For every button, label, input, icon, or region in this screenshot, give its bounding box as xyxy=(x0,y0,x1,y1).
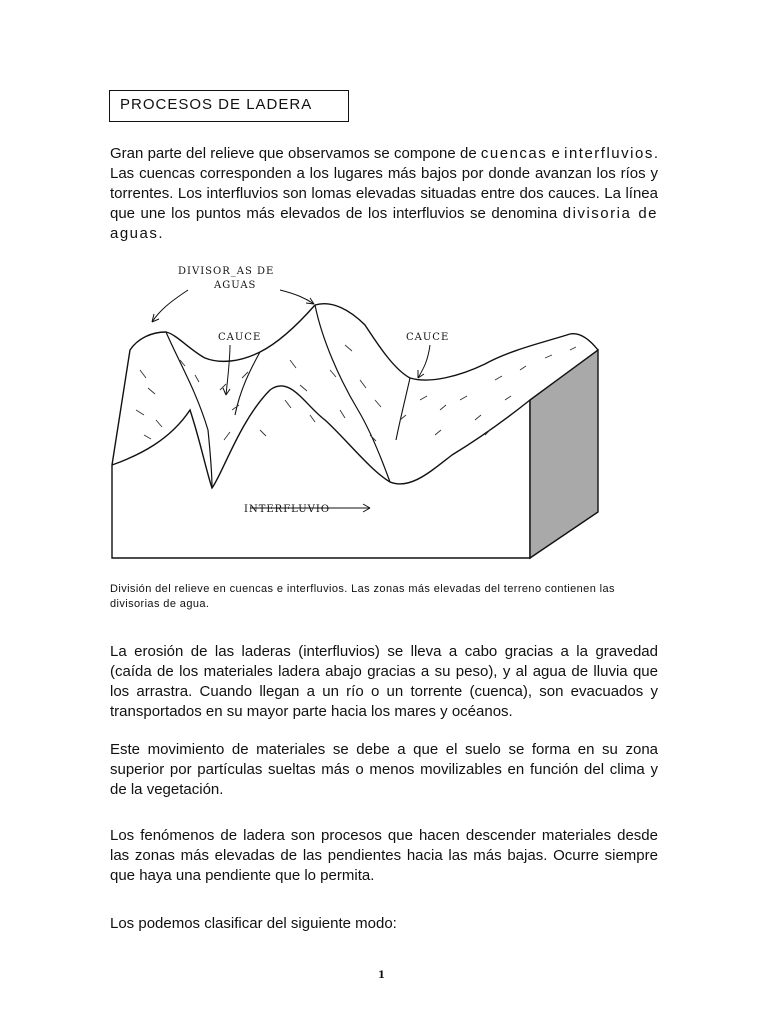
term-divisoria: divisoria de aguas xyxy=(110,205,658,242)
intro-text-3: . Las cuencas corresponden a los lugares más bajos por donde avanzan los ríos y torrentes. Los interfluvios son lomas elevadas situadas entre dos cauces. La línea que une los puntos más elevados de los interfluvios se denomina xyxy=(110,145,658,222)
label-divisorias-line1: DIVISOR_AS DE xyxy=(178,266,275,277)
intro-text-1: Gran parte del relieve que observamos se compone de xyxy=(110,145,481,162)
label-interfluvio: INTERFLUVIO xyxy=(244,504,331,515)
intro-paragraph xyxy=(110,144,658,244)
erosion-paragraph: La erosión de las laderas (interfluvios) se lleva a cabo gracias a la gravedad (caída de los materiales ladera abajo gracias a su peso), y al agua de lluvia que los arrastra. Cuando llegan a un río o un torrente (cuenca), son evacuados y transportados en su mayor parte hacia los mares y océanos. xyxy=(110,643,658,720)
term-interfluvios: interfluvios xyxy=(564,145,654,162)
block-front-face xyxy=(112,400,530,558)
valley-line-right xyxy=(396,378,410,440)
label-divisorias-line2: AGUAS xyxy=(214,280,257,291)
term-cuencas: cuencas xyxy=(480,145,548,162)
label-cauce-left: CAUCE xyxy=(218,332,262,343)
label-cauce-right: CAUCE xyxy=(406,332,450,343)
block-side-face xyxy=(530,350,598,558)
intro-text-4: . xyxy=(158,225,163,242)
figure-caption: División del relieve en cuencas e interfluvios. Las zonas más elevadas del terreno contienen las divisorias de agua. xyxy=(110,583,615,610)
movement-paragraph: Este movimiento de materiales se debe a que el suelo se forma en su zona superior por partículas sueltas más o menos movilizables en función del clima y de la vegetación. xyxy=(110,741,658,798)
intro-text-2: e xyxy=(547,145,565,162)
section-title: PROCESOS DE LADERA xyxy=(109,90,349,122)
terrain-front-profile xyxy=(112,386,530,488)
relief-diagram xyxy=(100,250,620,570)
terrain-ridge-line xyxy=(112,304,598,465)
classification-paragraph: Los podemos clasificar del siguiente modo: xyxy=(110,915,397,932)
valley-line-center xyxy=(315,305,390,482)
phenomena-paragraph: Los fenómenos de ladera son procesos que hacen descender materiales desde las zonas más elevadas de las pendientes hacia las más bajas. Ocurre siempre que haya una pendiente que lo permita. xyxy=(110,827,658,884)
terrain-hatching xyxy=(136,345,576,441)
page-number: 1 xyxy=(378,970,385,981)
